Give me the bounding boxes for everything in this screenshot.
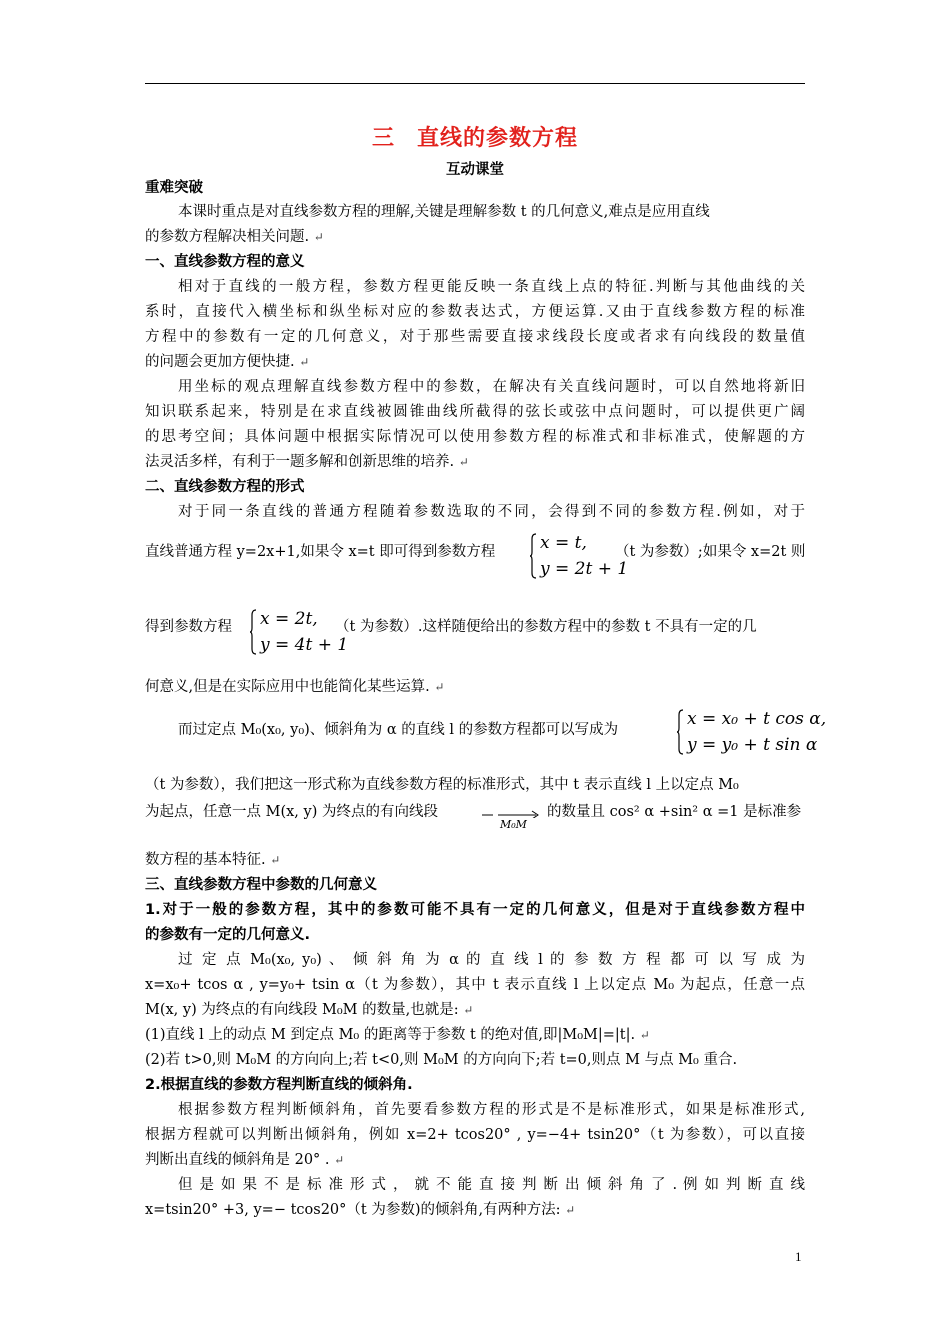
title-number: 三: [371, 126, 395, 151]
page-title: [145, 121, 805, 152]
section-heading-3: 三、直线参数方程中参数的几何意义: [145, 877, 377, 893]
paragraph-line: M(x, y) 为终点的有向线段 M₀M 的数量,也就是: ↵: [145, 1002, 474, 1018]
paragraph-line: （t 为参数），我们把这一形式称为直线参数方程的标准形式，其中 t 表示直线 l 上以定点 M₀: [145, 777, 739, 793]
paragraph-line: 判断出直线的倾斜角是 20° . ↵: [145, 1152, 345, 1168]
paragraph-line: 的问题会更加方便快捷. ↵: [145, 354, 310, 370]
paragraph-line: 为起点，任意一点 M(x, y) 为终点的有向线段: [145, 804, 438, 820]
system-row-1: x = 2t,: [260, 609, 318, 629]
header-rule: [145, 83, 805, 84]
paragraph-line: 得到参数方程: [145, 619, 232, 635]
paragraph-line: 对于同一条直线的普通方程随着参数选取的不同，会得到不同的参数方程.例如，对于: [178, 504, 805, 520]
vector-arrow-icon: [480, 804, 542, 818]
paragraph-line: x=x₀+ tcos α , y=y₀+ tsin α（t 为参数），其中 t 表示直线 l 上以定点 M₀ 为起点，任意一点: [145, 977, 805, 993]
paragraph-line: 根据参数方程判断倾斜角，首先要看参数方程的形式是不是标准形式，如果是标准形式,: [178, 1102, 805, 1118]
title-text: 直线的参数方程: [417, 126, 579, 151]
section-heading-0: 重难突破: [145, 180, 203, 196]
system-row-1: x = x₀ + t cos α,: [687, 709, 827, 729]
paragraph-line: 法灵活多样，有利于一题多解和创新思维的培养. ↵: [145, 454, 469, 470]
paragraph-line: （t 为参数）.这样随便给出的参数方程中的参数 t 不具有一定的几: [335, 619, 757, 635]
subtitle: 互动课堂: [446, 162, 504, 178]
paragraph-line: 而过定点 M₀(x₀, y₀)、倾斜角为 α 的直线 l 的参数方程都可以写成为: [178, 722, 619, 738]
paragraph-line: 根据方程就可以判断出倾斜角，例如 x=2+ tcos20° , y=−4+ tsin20°（t 为参数），可以直接: [145, 1127, 805, 1143]
page-number: 1: [795, 1249, 802, 1264]
list-item: (1)直线 l 上的动点 M 到定点 M₀ 的距离等于参数 t 的绝对值,即|M₀M|=|t|. ↵: [145, 1027, 650, 1043]
system-row-2: y = y₀ + t sin α: [687, 735, 818, 755]
paragraph-line: 的思考空间；具体问题中根据实际情况可以使用参数方程的标准式和非标准式，使解题的方: [145, 429, 805, 445]
paragraph-line: 本课时重点是对直线参数方程的理解,关键是理解参数 t 的几何意义,难点是应用直线: [178, 204, 710, 220]
paragraph-line: 知识联系起来，特别是在求直线被圆锥曲线所截得的弦长或弦中点问题时，可以提供更广阔: [145, 404, 805, 420]
paragraph-line: 的参数方程解决相关问题. ↵: [145, 229, 324, 245]
section-heading-1: 一、直线参数方程的意义: [145, 254, 305, 270]
paragraph-line: 相对于直线的一般方程，参数方程更能反映一条直线上点的特征.判断与其他曲线的关: [178, 279, 805, 295]
paragraph-line: 用坐标的观点理解直线参数方程中的参数，在解决有关直线问题时，可以自然地将新旧: [178, 379, 805, 395]
bold-point-1: 1.对于一般的参数方程，其中的参数可能不具有一定的几何意义，但是对于直线参数方程中: [145, 902, 805, 918]
brace-icon: [677, 709, 684, 755]
paragraph-line: 直线普通方程 y=2x+1,如果令 x=t 即可得到参数方程: [145, 544, 496, 560]
paragraph-line: 的数量且 cos² α +sin² α =1 是标准参: [547, 804, 802, 820]
list-item: (2)若 t>0,则 M₀M 的方向向上;若 t<0,则 M₀M 的方向向下;若 t=0,则点 M 与点 M₀ 重合.: [145, 1052, 738, 1068]
section-heading-2: 二、直线参数方程的形式: [145, 479, 305, 495]
paragraph-line: 过 定 点 M₀(x₀, y₀) 、 倾 斜 角 为 α 的 直 线 l 的 参 数 方 程 都 可 以 写 成 为: [178, 952, 805, 968]
paragraph-line: 但 是 如 果 不 是 标 准 形 式 ， 就 不 能 直 接 判 断 出 倾 斜 角 了 . 例 如 判 断 直 线: [178, 1177, 805, 1193]
brace-icon: [530, 533, 537, 579]
paragraph-line: （t 为参数）;如果令 x=2t 则: [615, 544, 806, 560]
vector-label: M₀M: [500, 818, 527, 831]
brace-icon: [250, 609, 257, 655]
paragraph-line: 何意义,但是在实际应用中也能简化某些运算. ↵: [145, 679, 445, 695]
system-row-1: x = t,: [540, 533, 587, 553]
paragraph-line: 数方程的基本特征. ↵: [145, 852, 281, 868]
system-row-2: y = 4t + 1: [260, 635, 349, 655]
paragraph-line: x=tsin20° +3, y=− tcos20°（t 为参数)的倾斜角,有两种方法: ↵: [145, 1202, 576, 1218]
paragraph-line: 方程中的参数有一定的几何意义，对于那些需要直接求线段长度或者求有向线段的数量值: [145, 329, 805, 345]
bold-point-2: 2.根据直线的参数方程判断直线的倾斜角.: [145, 1077, 413, 1093]
system-row-2: y = 2t + 1: [540, 559, 629, 579]
paragraph-line: 系时，直接代入横坐标和纵坐标对应的参数表达式，方便运算.又由于直线参数方程的标准: [145, 304, 805, 320]
bold-point-1-cont: 的参数有一定的几何意义.: [145, 927, 311, 943]
